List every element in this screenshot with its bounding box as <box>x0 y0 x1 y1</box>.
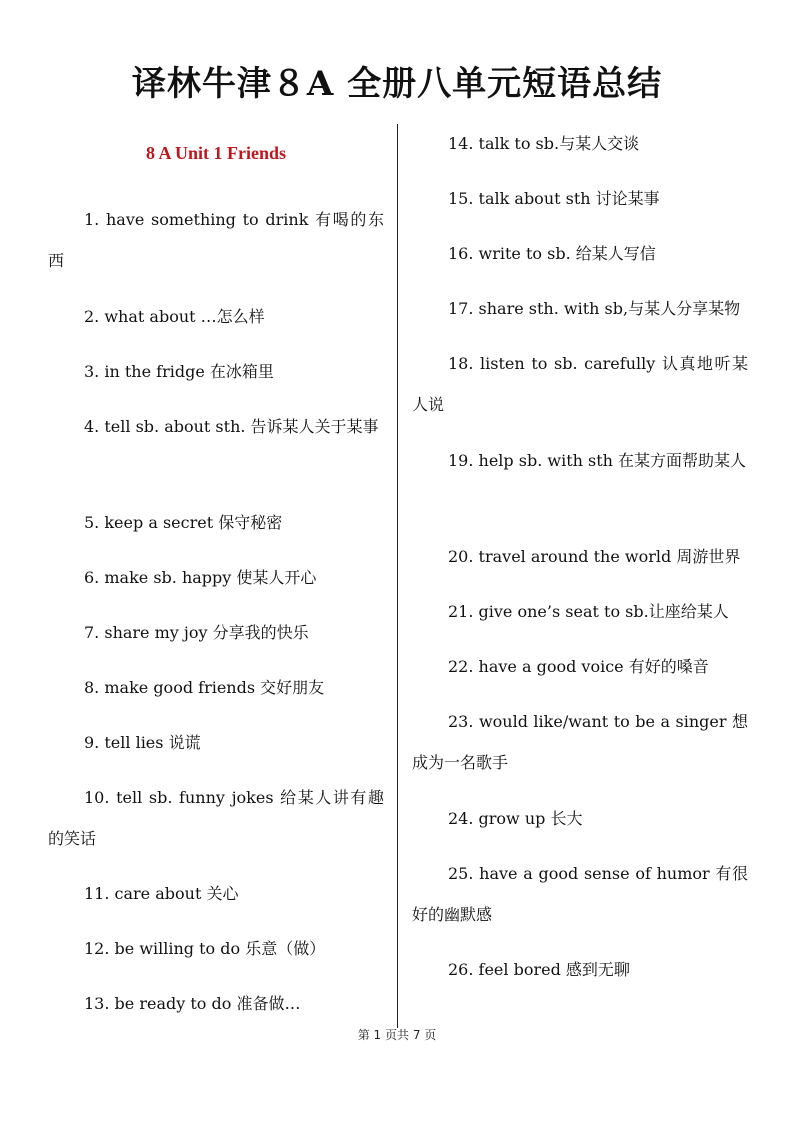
phrase-item: 1. have something to drink 有喝的东西 <box>48 210 384 270</box>
document-title: 译林牛津８A 全册八单元短语总结 <box>131 64 663 104</box>
phrase-item: 15. talk about sth 讨论某事 <box>448 189 660 208</box>
phrase-item: 11. care about 关心 <box>84 884 239 903</box>
phrase-item: 21. give one’s seat to sb.让座给某人 <box>448 602 729 621</box>
phrase-item: 16. write to sb. 给某人写信 <box>448 244 656 263</box>
phrase-item: 20. travel around the world 周游世界 <box>448 547 741 566</box>
phrase-item: 4. tell sb. about sth. 告诉某人关于某事 <box>84 417 379 436</box>
phrase-item: 19. help sb. with sth 在某方面帮助某人 <box>448 451 747 470</box>
phrase-item: 17. share sth. with sb,与某人分享某物 <box>448 299 741 318</box>
phrase-item: 6. make sb. happy 使某人开心 <box>84 568 317 587</box>
phrase-item: 7. share my joy 分享我的快乐 <box>84 623 309 642</box>
phrase-item: 9. tell lies 说谎 <box>84 733 201 752</box>
phrase-item: 18. listen to sb. carefully 认真地听某人说 <box>412 354 748 414</box>
phrase-item: 2. what about …怎么样 <box>84 307 265 326</box>
phrase-item: 22. have a good voice 有好的嗓音 <box>448 657 709 676</box>
column-divider <box>397 124 398 1028</box>
phrase-item: 10. tell sb. funny jokes 给某人讲有趣的笑话 <box>48 788 384 848</box>
page-footer: 第 1 页共 7 页 <box>357 1028 437 1042</box>
phrase-item: 26. feel bored 感到无聊 <box>448 960 630 979</box>
phrase-item: 12. be willing to do 乐意（做） <box>84 939 326 958</box>
phrase-item: 13. be ready to do 准备做… <box>84 994 301 1013</box>
unit-heading: 8 A Unit 1 Friends <box>145 143 287 163</box>
phrase-item: 3. in the fridge 在冰箱里 <box>84 362 274 381</box>
phrase-item: 24. grow up 长大 <box>448 809 583 828</box>
phrase-item: 14. talk to sb.与某人交谈 <box>448 134 640 153</box>
phrase-item: 25. have a good sense of humor 有很好的幽默感 <box>412 864 748 924</box>
phrase-item: 8. make good friends 交好朋友 <box>84 678 325 697</box>
phrase-item: 5. keep a secret 保守秘密 <box>84 513 283 532</box>
phrase-item: 23. would like/want to be a singer 想成为一名歌手 <box>412 712 748 772</box>
